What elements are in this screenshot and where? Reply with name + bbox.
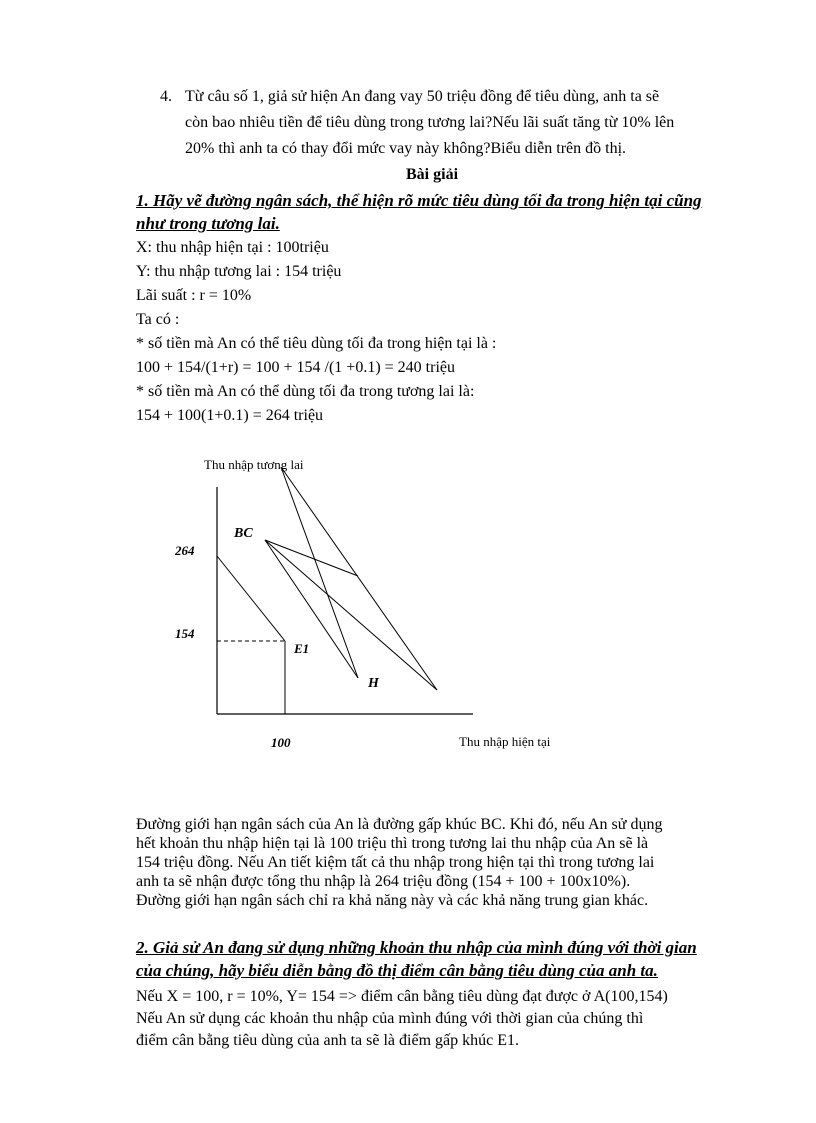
- y-axis-label: Thu nhập tương lai: [204, 457, 304, 472]
- section1-line-max-present-formula: 100 + 154/(1+r) = 100 + 154 /(1 +0.1) = 240 triệu: [136, 359, 455, 376]
- section1-line-max-future-formula: 154 + 100(1+0.1) = 264 triệu: [136, 407, 324, 424]
- section1-line-income-now: X: thu nhập hiện tại : 100triệu: [136, 239, 329, 256]
- y-tick-264: 264: [175, 543, 195, 558]
- explanation-line: Đường giới hạn ngân sách của An là đường gấp khúc BC. Khi đó, nếu An sử dụng: [136, 816, 663, 833]
- budget-line-segment: [217, 556, 285, 641]
- section1-line-max-present-label: * số tiền mà An có thể tiêu dùng tối đa trong hiện tại là :: [136, 335, 497, 352]
- question-line-1: Từ câu số 1, giả sử hiện An đang vay 50 triệu đồng để tiêu dùng, anh ta sẽ: [185, 88, 660, 105]
- section2-line: điểm cân bằng tiêu dùng của anh ta sẽ là điểm gấp khúc E1.: [136, 1032, 519, 1049]
- budget-line-graph: [0, 440, 816, 780]
- x-tick-100: 100: [271, 735, 291, 750]
- section1-line-income-future: Y: thu nhập tương lai : 154 triệu: [136, 263, 342, 280]
- section1-title-line-1: 1. Hãy vẽ đường ngân sách, thể hiện rõ mức tiêu dùng tối đa trong hiện tại cũng: [136, 191, 702, 210]
- section2-body: [136, 986, 736, 1052]
- label-bc: BC: [234, 526, 253, 541]
- section2-line: Nếu X = 100, r = 10%, Y= 154 => điểm cân bằng tiêu dùng đạt được ở A(100,154): [136, 988, 668, 1005]
- explanation-line: 154 triệu đồng. Nếu An tiết kiệm tất cả thu nhập trong hiện tại thì trong tương lai: [136, 854, 655, 871]
- question-line-2: còn bao nhiêu tiền để tiêu dùng trong tương lai?Nếu lãi suất tăng từ 10% lên: [185, 114, 675, 131]
- section2-title-line-1: 2. Giả sử An đang sử dụng những khoản thu nhập của mình đúng với thời gian: [136, 938, 697, 957]
- explanation-line: anh ta sẽ nhận được tổng thu nhập là 264 triệu đồng (154 + 100 + 100x10%).: [136, 873, 631, 890]
- explanation-paragraph: [136, 815, 736, 910]
- label-e1: E1: [294, 641, 310, 656]
- section2-line: Nếu An sử dụng các khoản thu nhập của mình đúng với thời gian của chúng thì: [136, 1010, 644, 1027]
- section1-line-taco: Ta có :: [136, 311, 180, 328]
- x-axis-label: Thu nhập hiện tại: [459, 734, 551, 749]
- question-line-3: 20% thì anh ta có thay đổi mức vay này không?Biểu diễn trên đồ thị.: [185, 140, 627, 157]
- line-steep-right: [281, 467, 437, 690]
- section1-line-max-future-label: * số tiền mà An có thể dùng tối đa trong tương lai là:: [136, 383, 475, 400]
- explanation-line: hết khoản thu nhập hiện tại là 100 triệu thì trong tương lai thu nhập của An sẽ là: [136, 835, 649, 852]
- label-h: H: [368, 676, 379, 691]
- question-number: 4.: [160, 88, 172, 105]
- section2-title-line-2: của chúng, hãy biểu diễn bằng đồ thị điểm cân bằng tiêu dùng của anh ta.: [136, 961, 658, 980]
- solution-heading: Bài giải: [406, 166, 459, 183]
- line-steep-left: [281, 467, 358, 678]
- explanation-line: Đường giới hạn ngân sách chỉ ra khả năng này và các khả năng trung gian khác.: [136, 892, 649, 909]
- y-tick-154: 154: [175, 626, 195, 641]
- section1-title-line-2: như trong tương lai.: [136, 214, 280, 233]
- section1-line-interest: Lãi suất : r = 10%: [136, 287, 252, 304]
